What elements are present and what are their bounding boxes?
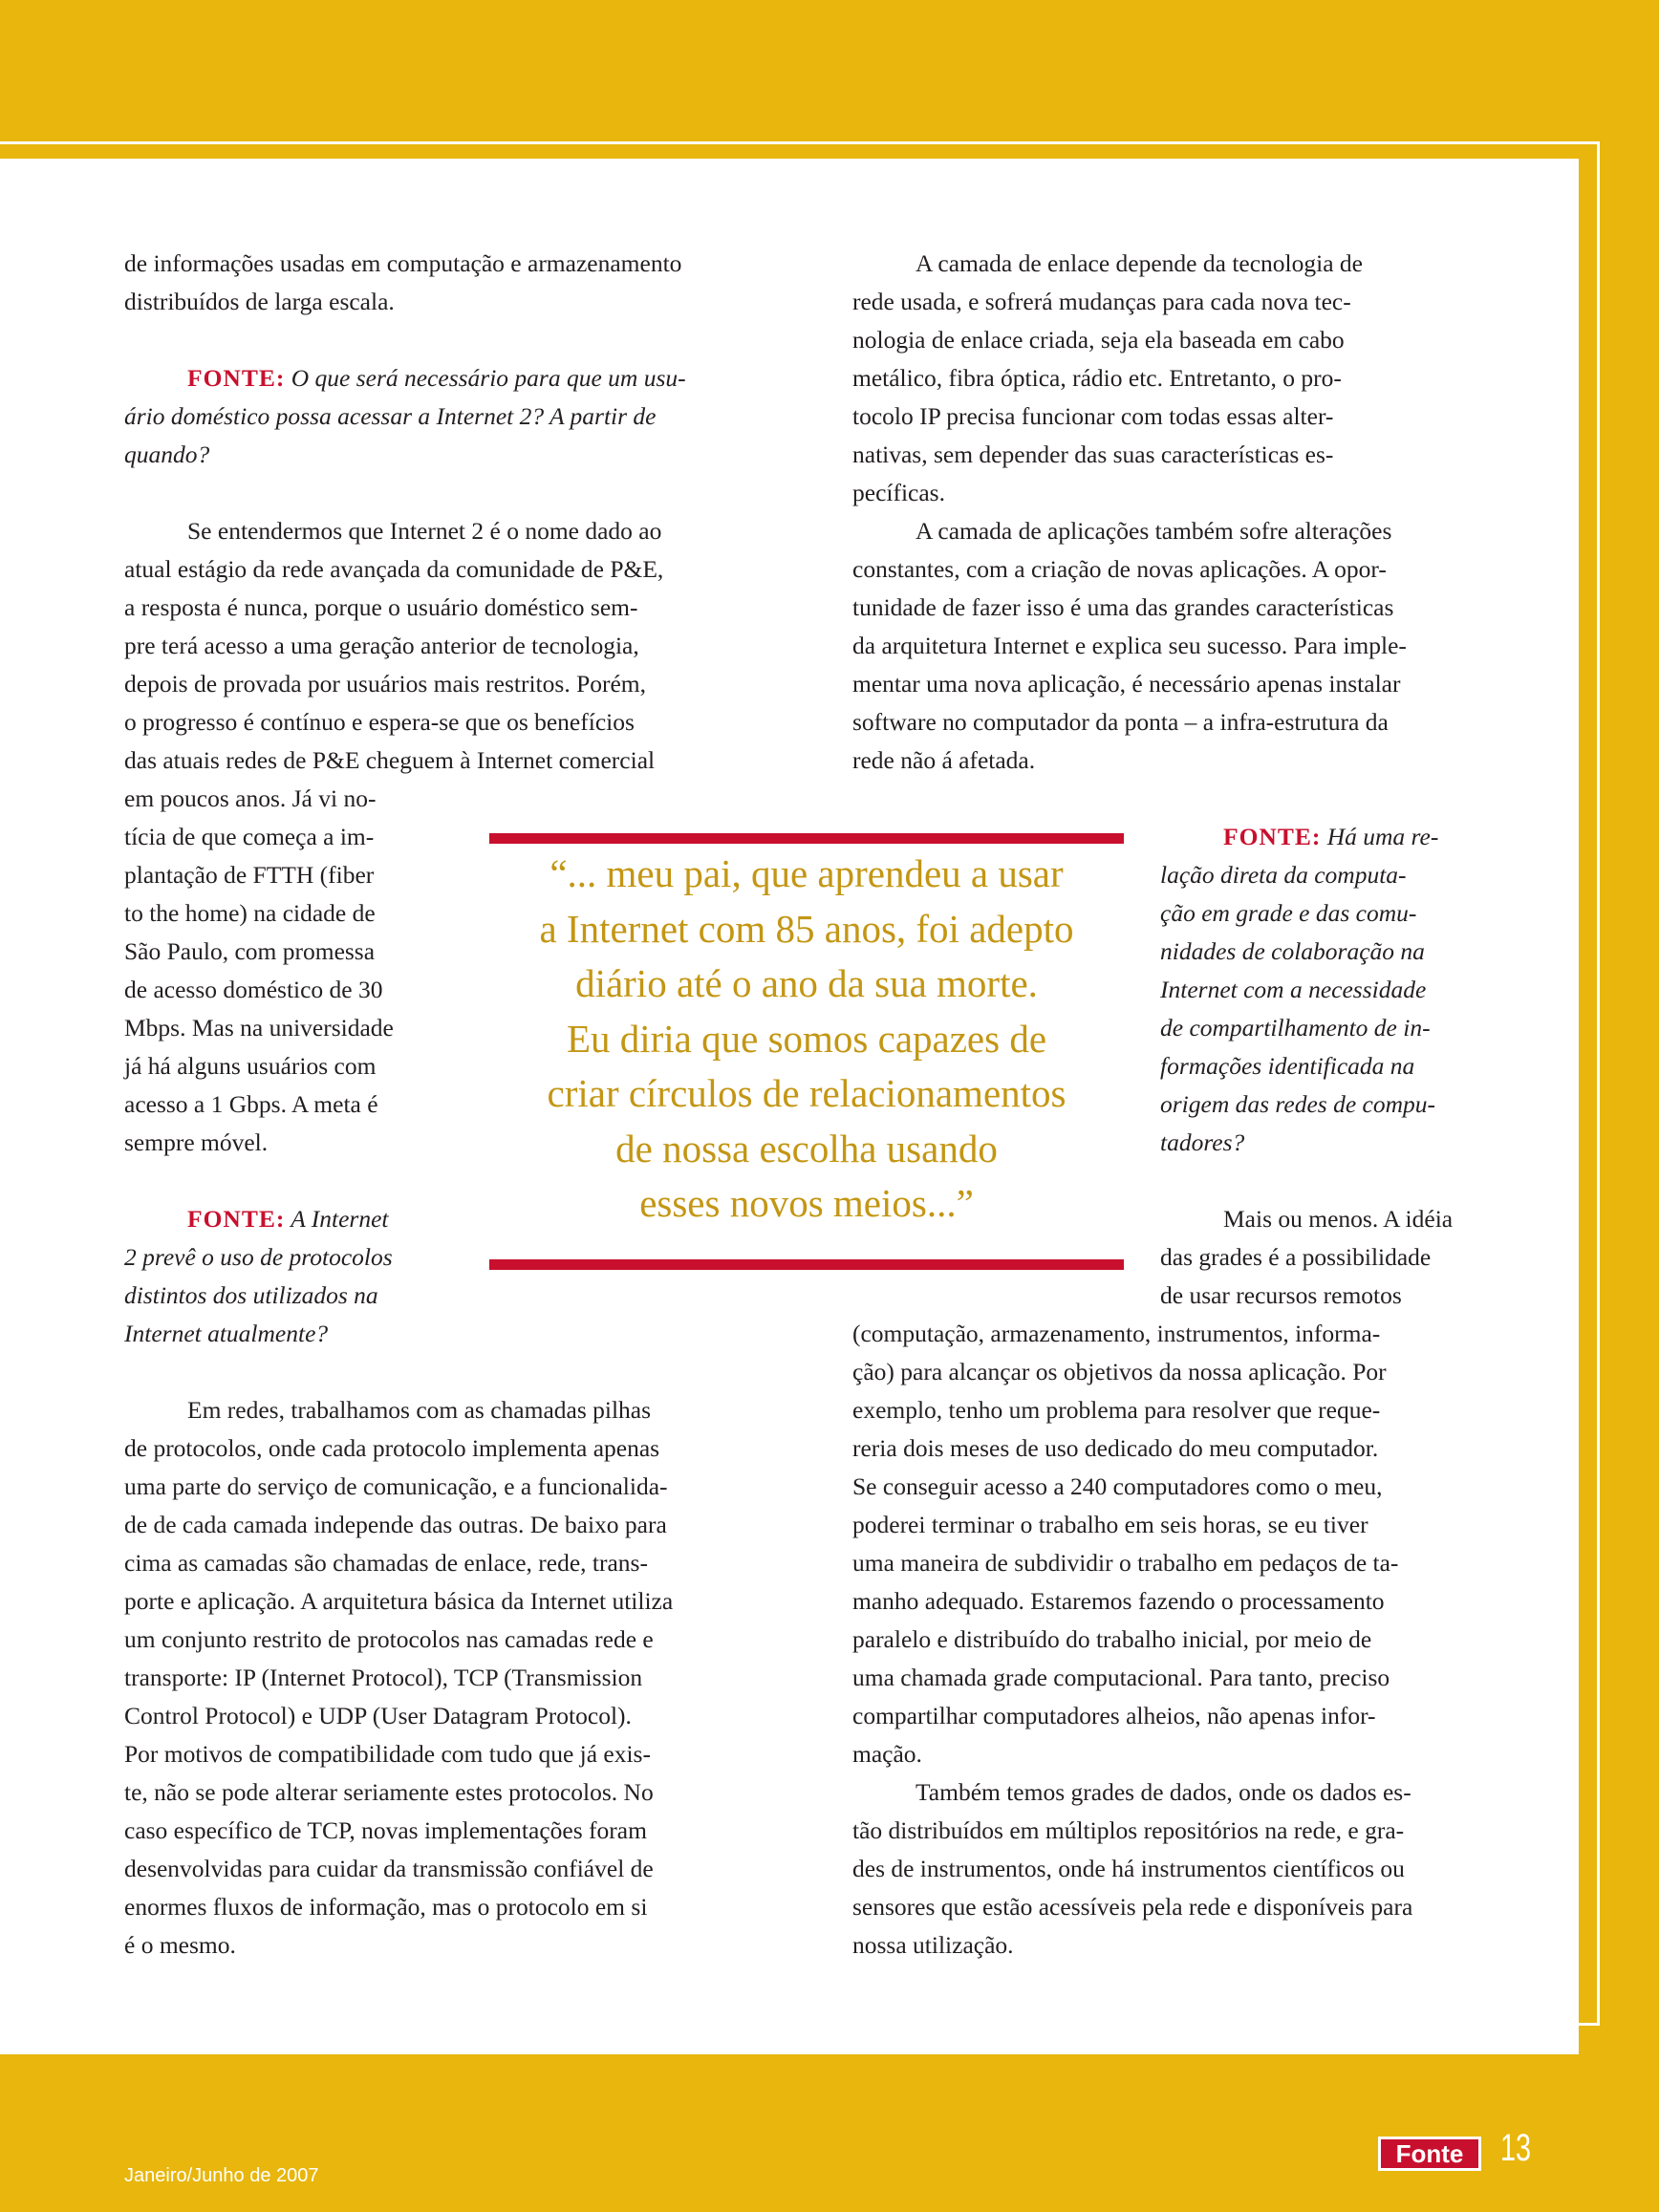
answer-paragraph — [1160, 1200, 1485, 1315]
column-right-top — [852, 245, 1485, 780]
text-line: Por motivos de compatibilidade com tudo que já exis- — [124, 1740, 651, 1768]
text-line: a resposta é nunca, porque o usuário doméstico sem- — [124, 593, 638, 621]
text-line: Em redes, trabalhamos com as chamadas pilhas — [187, 1396, 652, 1424]
text-line: nidades de colaboração na — [1160, 937, 1425, 965]
pullquote-rule-bottom — [489, 1259, 1124, 1270]
text-line: um conjunto restrito de protocolos nas camadas rede e — [124, 1625, 654, 1653]
text-line: porte e aplicação. A arquitetura básica da Internet utiliza — [124, 1587, 674, 1615]
pullquote-line: esses novos meios...” — [639, 1181, 974, 1225]
pullquote-line: “... meu pai, que aprendeu a usar — [549, 851, 1064, 895]
text-line: é o mesmo. — [124, 1931, 236, 1959]
text-line: das grades é a possibilidade — [1160, 1243, 1432, 1271]
text-line: nativas, sem depender das suas características es- — [852, 440, 1334, 468]
text-line: caso específico de TCP, novas implementações foram — [124, 1816, 647, 1844]
text-line: A Internet — [291, 1205, 389, 1233]
text-line: O que será necessário para que um usu- — [291, 364, 686, 392]
question-label: FONTE: — [187, 364, 286, 392]
answer-paragraph — [852, 1773, 1485, 1965]
text-line: origem das redes de compu- — [1160, 1090, 1435, 1118]
text-line: em poucos anos. Já vi no- — [124, 784, 377, 812]
issue-date: Janeiro/Junho de 2007 — [124, 2165, 319, 2186]
interview-question — [124, 1200, 451, 1353]
pullquote-line: de nossa escolha usando — [615, 1126, 998, 1170]
text-line: de compartilhamento de in- — [1160, 1014, 1431, 1042]
text-line: tunidade de fazer isso é uma das grandes características — [852, 593, 1394, 621]
text-line: te, não se pode alterar seriamente estes protocolos. No — [124, 1778, 654, 1806]
text-line: Se entendermos que Internet 2 é o nome dado ao — [187, 517, 662, 545]
text-line: metálico, fibra óptica, rádio etc. Entretanto, o pro- — [852, 364, 1342, 392]
text-line: compartilhar computadores alheios, não apenas infor- — [852, 1702, 1376, 1729]
text-line: paralelo e distribuído do trabalho inicial, por meio de — [852, 1625, 1372, 1653]
text-line: Internet com a necessidade — [1160, 976, 1427, 1003]
text-line: sensores que estão acessíveis pela rede e disponíveis para — [852, 1893, 1413, 1921]
text-line: uma parte do serviço de comunicação, e a funcionalida- — [124, 1472, 668, 1500]
text-line: de acesso doméstico de 30 — [124, 976, 383, 1003]
text-line: ário doméstico possa acessar a Internet 2? A partir de — [124, 402, 657, 430]
answer-paragraph — [124, 512, 759, 780]
pullquote-rule-top — [489, 833, 1124, 844]
text-line: de informações usadas em computação e armazenamento — [124, 249, 682, 277]
column-left-top — [124, 245, 759, 780]
text-line: constantes, com a criação de novas aplicações. A opor- — [852, 555, 1387, 583]
pullquote-line: diário até o ano da sua morte. — [575, 961, 1038, 1005]
text-line: 2 prevê o uso de protocolos — [124, 1243, 393, 1271]
text-line: lação direta da computa- — [1160, 861, 1407, 889]
text-line: o progresso é contínuo e espera-se que os benefícios — [124, 708, 635, 736]
answer-paragraph-continued — [124, 780, 451, 1162]
text-line: to the home) na cidade de — [124, 899, 376, 927]
text-line: sempre móvel. — [124, 1128, 269, 1156]
text-line: Control Protocol) e UDP (User Datagram Protocol). — [124, 1702, 632, 1729]
text-line: de de cada camada independe das outras. De baixo para — [124, 1511, 667, 1538]
text-line: ção em grade e das comu- — [1160, 899, 1417, 927]
text-line: distribuídos de larga escala. — [124, 288, 395, 315]
column-right-narrow — [1160, 818, 1485, 1315]
answer-paragraph — [124, 1391, 759, 1965]
text-line: de usar recursos remotos — [1160, 1281, 1402, 1309]
text-line: pecíficas. — [852, 479, 945, 506]
text-line: reria dois meses de uso dedicado do meu computador. — [852, 1434, 1379, 1462]
text-line: transporte: IP (Internet Protocol), TCP (Transmission — [124, 1664, 643, 1691]
text-line: rede não á afetada. — [852, 746, 1036, 774]
text-line: plantação de FTTH (fiber — [124, 861, 375, 889]
text-line: manho adequado. Estaremos fazendo o processamento — [852, 1587, 1385, 1615]
column-right-bottom — [852, 1315, 1485, 1965]
text-line: tadores? — [1160, 1128, 1245, 1156]
interview-question — [1160, 818, 1485, 1162]
question-label: FONTE: — [187, 1205, 286, 1233]
text-line: Internet atualmente? — [124, 1320, 329, 1347]
text-line: mação. — [852, 1740, 922, 1768]
text-line: já há alguns usuários com — [124, 1052, 377, 1080]
pullquote-line: criar círculos de relacionamentos — [547, 1071, 1066, 1115]
text-line: cima as camadas são chamadas de enlace, rede, trans- — [124, 1549, 648, 1577]
text-line: A camada de enlace depende da tecnologia de — [916, 249, 1363, 277]
text-line: quando? — [124, 440, 210, 468]
text-line: Também temos grades de dados, onde os dados es- — [916, 1778, 1411, 1806]
text-line: da arquitetura Internet e explica seu sucesso. Para imple- — [852, 632, 1407, 659]
text-line: nossa utilização. — [852, 1931, 1014, 1959]
answer-paragraph — [852, 245, 1485, 512]
text-line: tão distribuídos em múltiplos repositórios na rede, e gra- — [852, 1816, 1405, 1844]
text-line: uma maneira de subdividir o trabalho em pedaços de ta- — [852, 1549, 1399, 1577]
text-line: Se conseguir acesso a 240 computadores como o meu, — [852, 1472, 1383, 1500]
text-line: Mais ou menos. A idéia — [1223, 1205, 1454, 1233]
text-line: tocolo IP precisa funcionar com todas essas alter- — [852, 402, 1334, 430]
text-line: des de instrumentos, onde há instrumentos científicos ou — [852, 1855, 1405, 1882]
interview-question — [124, 359, 759, 474]
pullquote — [489, 847, 1124, 1232]
text-line: nologia de enlace criada, seja ela baseada em cabo — [852, 326, 1345, 354]
text-line: de protocolos, onde cada protocolo implementa apenas — [124, 1434, 660, 1462]
text-line: poderei terminar o trabalho em seis horas, se eu tiver — [852, 1511, 1368, 1538]
text-line: distintos dos utilizados na — [124, 1281, 378, 1309]
text-line: ção) para alcançar os objetivos da nossa aplicação. Por — [852, 1358, 1387, 1385]
text-line: software no computador da ponta – a infra-estrutura da — [852, 708, 1389, 736]
text-line: atual estágio da rede avançada da comunidade de P&E, — [124, 555, 664, 583]
text-line: rede usada, e sofrerá mudanças para cada nova tec- — [852, 288, 1351, 315]
question-label: FONTE: — [1223, 823, 1322, 850]
text-line: mentar uma nova aplicação, é necessário apenas instalar — [852, 670, 1401, 698]
text-line: (computação, armazenamento, instrumentos, informa- — [852, 1320, 1381, 1347]
text-line: exemplo, tenho um problema para resolver que reque- — [852, 1396, 1381, 1424]
text-line: desenvolvidas para cuidar da transmissão confiável de — [124, 1855, 654, 1882]
answer-paragraph-continued — [852, 1315, 1485, 1773]
text-line: depois de provada por usuários mais restritos. Porém, — [124, 670, 647, 698]
text-line: A camada de aplicações também sofre alterações — [916, 517, 1392, 545]
text-line: pre terá acesso a uma geração anterior de tecnologia, — [124, 632, 639, 659]
text-line: formações identificada na — [1160, 1052, 1415, 1080]
text-line: São Paulo, com promessa — [124, 937, 376, 965]
text-line: uma chamada grade computacional. Para tanto, preciso — [852, 1664, 1390, 1691]
paragraph-continuation — [124, 245, 759, 321]
pullquote-line: Eu diria que somos capazes de — [566, 1016, 1047, 1061]
text-line: enormes fluxos de informação, mas o protocolo em si — [124, 1893, 648, 1921]
column-left-narrow — [124, 780, 451, 1353]
magazine-logo: Fonte — [1378, 2137, 1481, 2171]
pullquote-line: a Internet com 85 anos, foi adepto — [539, 906, 1074, 951]
text-line: Mbps. Mas na universidade — [124, 1014, 394, 1042]
text-line: acesso a 1 Gbps. A meta é — [124, 1090, 378, 1118]
page-number: 13 — [1500, 2127, 1532, 2169]
answer-paragraph — [852, 512, 1485, 780]
column-left-bottom — [124, 1391, 759, 1965]
text-line: tícia de que começa a im- — [124, 823, 375, 850]
text-line: das atuais redes de P&E cheguem à Internet comercial — [124, 746, 656, 774]
text-line: Há uma re- — [1326, 823, 1439, 850]
